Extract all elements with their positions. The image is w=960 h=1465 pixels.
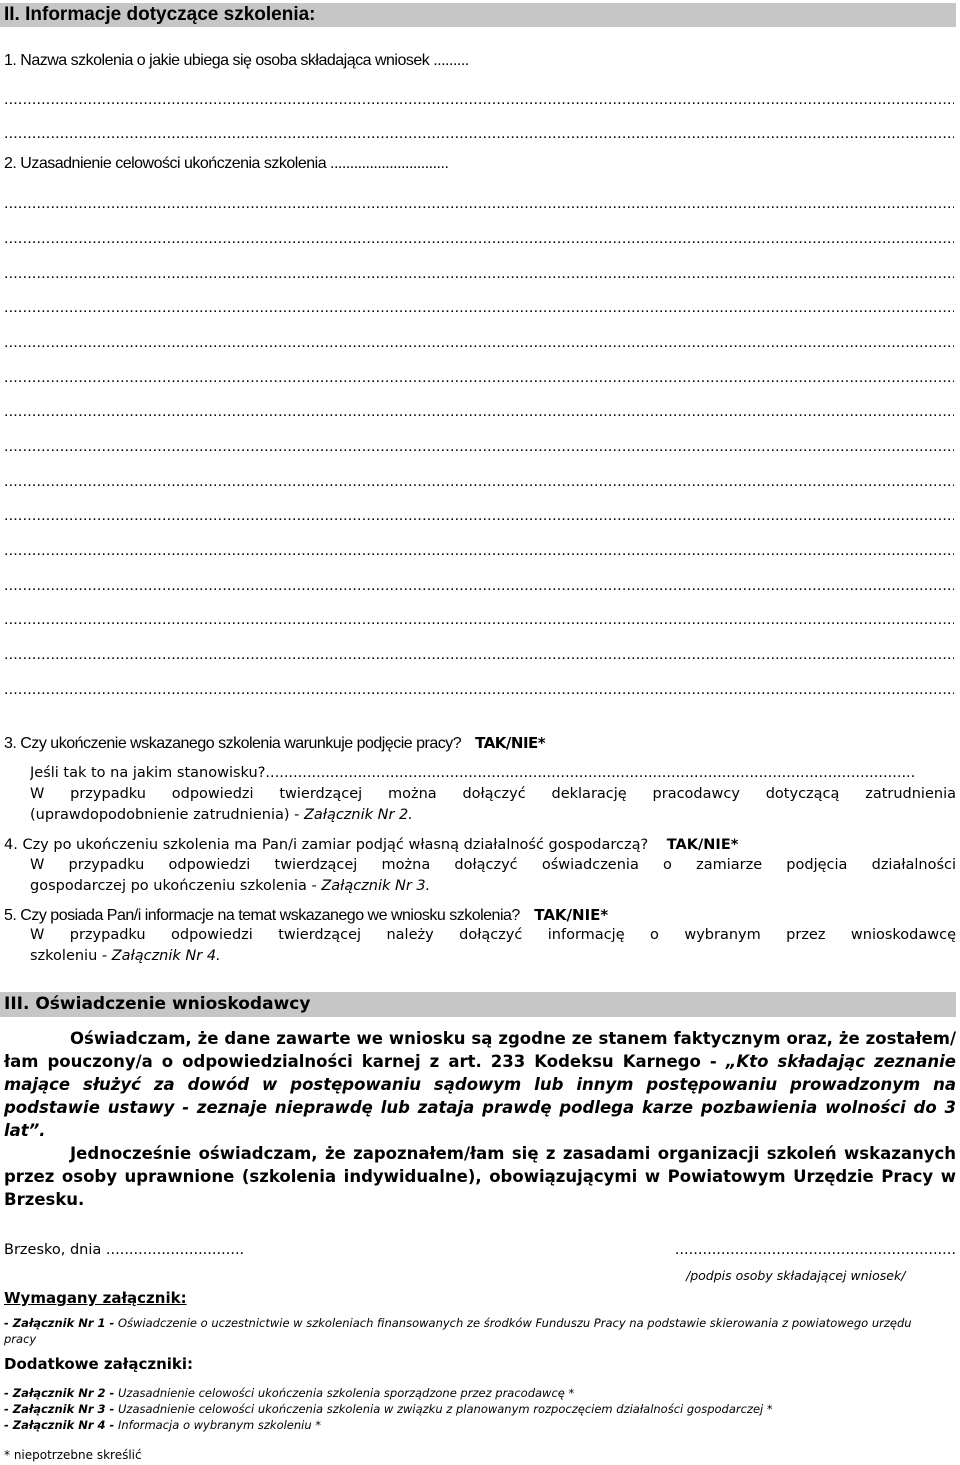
question-3-note: W przypadku odpowiedzi twierdzącej można dołączyć deklarację pracodawcy dotyczącą zatrudnienia: [30, 786, 956, 802]
answer-line[interactable]: [4, 266, 954, 282]
question-2: 2. Uzasadnienie celowości ukończenia szkolenia ..............................: [4, 155, 449, 172]
attachment-description: Oświadczenie o uczestnictwie w szkoleniach finansowanych ze środków Funduszu Pracy na podstawie skierowania z powiatowego urzędu pracy: [4, 1316, 912, 1346]
answer-line[interactable]: [4, 231, 954, 247]
attachment-description: Informacja o wybranym szkoleniu *: [117, 1418, 322, 1432]
answer-line[interactable]: [4, 647, 954, 663]
attachment-label: - Załącznik Nr 4 -: [4, 1418, 115, 1432]
place-date-field[interactable]: Brzesko, dnia ..............................: [4, 1242, 245, 1258]
question-4-note-cont: [30, 876, 430, 897]
answer-line[interactable]: [4, 543, 954, 559]
attachment-description: Uzasadnienie celowości ukończenia szkolenia sporządzone przez pracodawcę *: [117, 1386, 575, 1400]
required-attachment-heading: Wymagany załącznik:: [4, 1289, 187, 1307]
question-5: [4, 905, 608, 926]
question-4-note: W przypadku odpowiedzi twierdzącej można dołączyć oświadczenia o zamiarze podjęcia działalności: [30, 857, 956, 873]
footnote: * niepotrzebne skreślić: [4, 1448, 142, 1462]
note-text: (uprawdopodobnienie zatrudnienia) -: [30, 807, 300, 823]
note-text: szkoleniu -: [30, 948, 108, 964]
penal-code-quote: „Kto składając zeznanie mające służyć za dowód w postępowaniu sądowym lub innym postępowaniu prowadzonym na podstawie ustawy - zeznaje nieprawdę lub zataja prawdę podlega karze pozbawienia wolności do 3 lat”.: [4, 1052, 956, 1140]
signature-field[interactable]: .............................................................: [674, 1242, 956, 1258]
note-text: gospodarczej po ukończeniu szkolenia -: [30, 878, 317, 894]
question-5-text: 5. Czy posiada Pan/i informacje na temat wskazanego we wniosku szkolenia?: [4, 907, 520, 924]
question-5-note: W przypadku odpowiedzi twierdzącej należy dołączyć informację o wybranym przez wnioskodawcę: [30, 927, 956, 943]
question-3-note-cont: [30, 805, 413, 826]
additional-attachment-item: [4, 1385, 574, 1401]
answer-line[interactable]: [4, 126, 954, 142]
subquestion-text: Jeśli tak to na jakim stanowisku?: [30, 765, 266, 781]
required-attachment-item: [4, 1315, 934, 1347]
question-4: [4, 835, 738, 856]
question-1: 1. Nazwa szkolenia o jakie ubiega się osoba składająca wniosek .........: [4, 52, 469, 69]
answer-line[interactable]: [4, 92, 954, 108]
section-2-header: II. Informacje dotyczące szkolenia:: [0, 3, 956, 27]
attachment-label: - Załącznik Nr 2 -: [4, 1386, 115, 1400]
attachment-ref: Załącznik Nr 2.: [303, 807, 413, 823]
attachment-label: - Załącznik Nr 3 -: [4, 1402, 115, 1416]
question-4-answer[interactable]: TAK/NIE*: [666, 837, 739, 853]
attachment-description: Uzasadnienie celowości ukończenia szkolenia w związku z planowanym rozpoczęciem działalności gospodarczej *: [117, 1402, 773, 1416]
attachment-label: - Załącznik Nr 1 -: [4, 1316, 115, 1330]
answer-line[interactable]: [4, 404, 954, 420]
answer-line[interactable]: [4, 439, 954, 455]
declaration-paragraph-2: Jednocześnie oświadczam, że zapoznałem/łam się z zasadami organizacji szkoleń wskazanych przez osoby uprawnione (szkolenia indywidualne), obowiązującymi w Powiatowym Urzędzie Pracy w Brzesku.: [4, 1144, 956, 1209]
question-3-answer[interactable]: TAK/NIE*: [475, 734, 546, 752]
answer-line[interactable]: [4, 508, 954, 524]
answer-line[interactable]: [4, 578, 954, 594]
declaration-paragraph-1: [4, 1027, 956, 1142]
signature-caption: /podpis osoby składającej wniosek/: [686, 1268, 906, 1283]
answer-line[interactable]: [4, 370, 954, 386]
attachment-ref: Załącznik Nr 4.: [111, 948, 221, 964]
question-4-text: 4. Czy po ukończeniu szkolenia ma Pan/i zamiar podjąć własną działalność gospodarczą?: [4, 837, 649, 853]
question-5-answer[interactable]: TAK/NIE*: [534, 906, 609, 924]
question-3-subquestion: [30, 763, 956, 784]
additional-attachment-item: [4, 1401, 773, 1417]
additional-attachments-heading: Dodatkowe załączniki:: [4, 1355, 194, 1373]
attachment-ref: Załącznik Nr 3.: [321, 878, 431, 894]
additional-attachment-item: [4, 1417, 321, 1433]
declaration-text: Oświadczam, że dane zawarte we wniosku są zgodne ze stanem faktycznym oraz, że zostałem/łam pouczony/a o odpowiedzialności karnej z art. 233 Kodeksu Karnego -: [4, 1029, 956, 1071]
answer-line[interactable]: .............................................................................................................................................: [265, 765, 916, 781]
question-3: [4, 733, 545, 754]
answer-line[interactable]: [4, 300, 954, 316]
answer-line[interactable]: [4, 682, 954, 698]
answer-line[interactable]: [4, 612, 954, 628]
question-3-text: 3. Czy ukończenie wskazanego szkolenia warunkuje podjęcie pracy?: [4, 735, 462, 752]
answer-line[interactable]: [4, 474, 954, 490]
answer-line[interactable]: [4, 196, 954, 212]
answer-line[interactable]: [4, 335, 954, 351]
section-3-header: III. Oświadczenie wnioskodawcy: [0, 992, 956, 1017]
question-5-note-cont: [30, 946, 221, 967]
